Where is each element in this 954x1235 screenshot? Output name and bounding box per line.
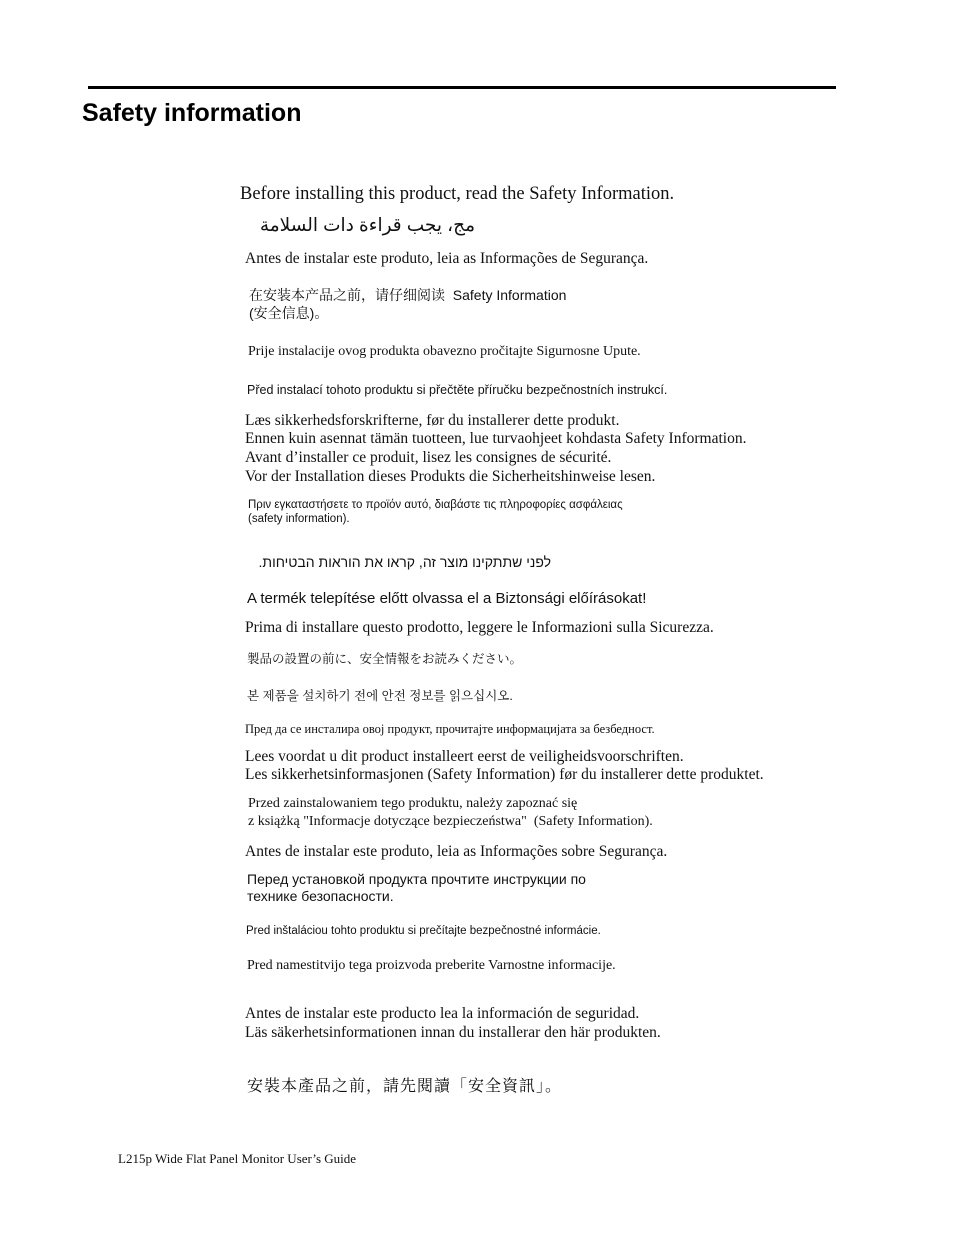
page-title: Safety information: [82, 99, 302, 127]
notice-finnish: Ennen kuin asennat tämän tuotteen, lue turvaohjeet kohdasta Safety Information.: [245, 430, 747, 447]
notice-czech: Před instalací tohoto produktu si přečtěte příručku bezpečnostních instrukcí.: [247, 383, 668, 397]
notice-norwegian: Les sikkerhetsinformasjonen (Safety Information) før du installerer dette produktet.: [245, 766, 764, 783]
notice-french: Avant d’installer ce produit, lisez les consignes de sécurité.: [245, 449, 612, 466]
notice-arabic: مج، يجب قراءة دات السلامة: [259, 214, 475, 235]
notice-danish: Læs sikkerhedsforskrifterne, før du installerer dette produkt.: [245, 412, 620, 429]
notice-hebrew: לפני שתתקינו מוצר זה, קראו את הוראות הבטיחות.: [258, 554, 551, 570]
notice-russian-line1: Перед установкой продукта прочтите инструкции по: [247, 871, 586, 887]
notice-chinese-traditional: 安裝本產品之前，請先閱讀「安全資訊」。: [247, 1078, 563, 1095]
notice-slovak: Pred inštaláciou tohto produktu si prečítajte bezpečnostné informácie.: [246, 925, 601, 937]
notice-polish-line1: Przed zainstalowaniem tego produktu, należy zapoznać się: [248, 796, 578, 811]
notice-greek-line2: (safety information).: [248, 513, 350, 525]
notice-japanese: 製品の設置の前に、安全情報をお読みください。: [247, 652, 523, 666]
notice-dutch: Lees voordat u dit product installeert eerst de veiligheidsvoorschriften.: [245, 748, 684, 765]
notice-korean: 본 제품을 설치하기 전에 안전 정보를 읽으십시오.: [247, 689, 513, 703]
notice-italian: Prima di installare questo prodotto, leggere le Informazioni sulla Sicurezza.: [245, 619, 714, 636]
notice-polish-line2: z książką "Informacje dotyczące bezpieczeństwa" (Safety Information).: [248, 814, 653, 829]
notice-chinese-simplified-line2: (安全信息)。: [249, 305, 329, 321]
notice-croatian: Prije instalacije ovog produkta obavezno pročitajte Sigurnosne Upute.: [248, 344, 641, 359]
notice-slovenian: Pred namestitvijo tega proizvoda preberite Varnostne informacije.: [247, 958, 616, 973]
header-rule: [88, 86, 836, 89]
notice-chinese-simplified-line1: 在安装本产品之前，请仔细阅读 Safety Information: [249, 287, 567, 303]
notice-greek-line1: Πριν εγκαταστήσετε το προϊόν αυτό, διαβάστε τις πληροφορίες ασφάλειας: [248, 499, 623, 511]
notice-russian-line2: технике безопасности.: [247, 888, 394, 904]
notice-spanish: Antes de instalar este producto lea la información de seguridad.: [245, 1005, 640, 1022]
notice-german: Vor der Installation dieses Produkts die Sicherheitshinweise lesen.: [245, 468, 656, 485]
notice-portuguese-br: Antes de instalar este produto, leia as Informações de Segurança.: [245, 250, 649, 267]
notice-macedonian: Пред да се инсталира овој продукт, прочитајте информацијата за безбедност.: [245, 722, 655, 736]
notice-portuguese-pt: Antes de instalar este produto, leia as Informações sobre Segurança.: [245, 843, 668, 860]
page-footer: L215p Wide Flat Panel Monitor User’s Guide: [118, 1151, 357, 1166]
notice-hungarian: A termék telepítése előtt olvassa el a Biztonsági előírásokat!: [247, 590, 647, 607]
notice-swedish: Läs säkerhetsinformationen innan du installerar den här produkten.: [245, 1024, 661, 1041]
notice-english: Before installing this product, read the Safety Information.: [240, 184, 675, 204]
